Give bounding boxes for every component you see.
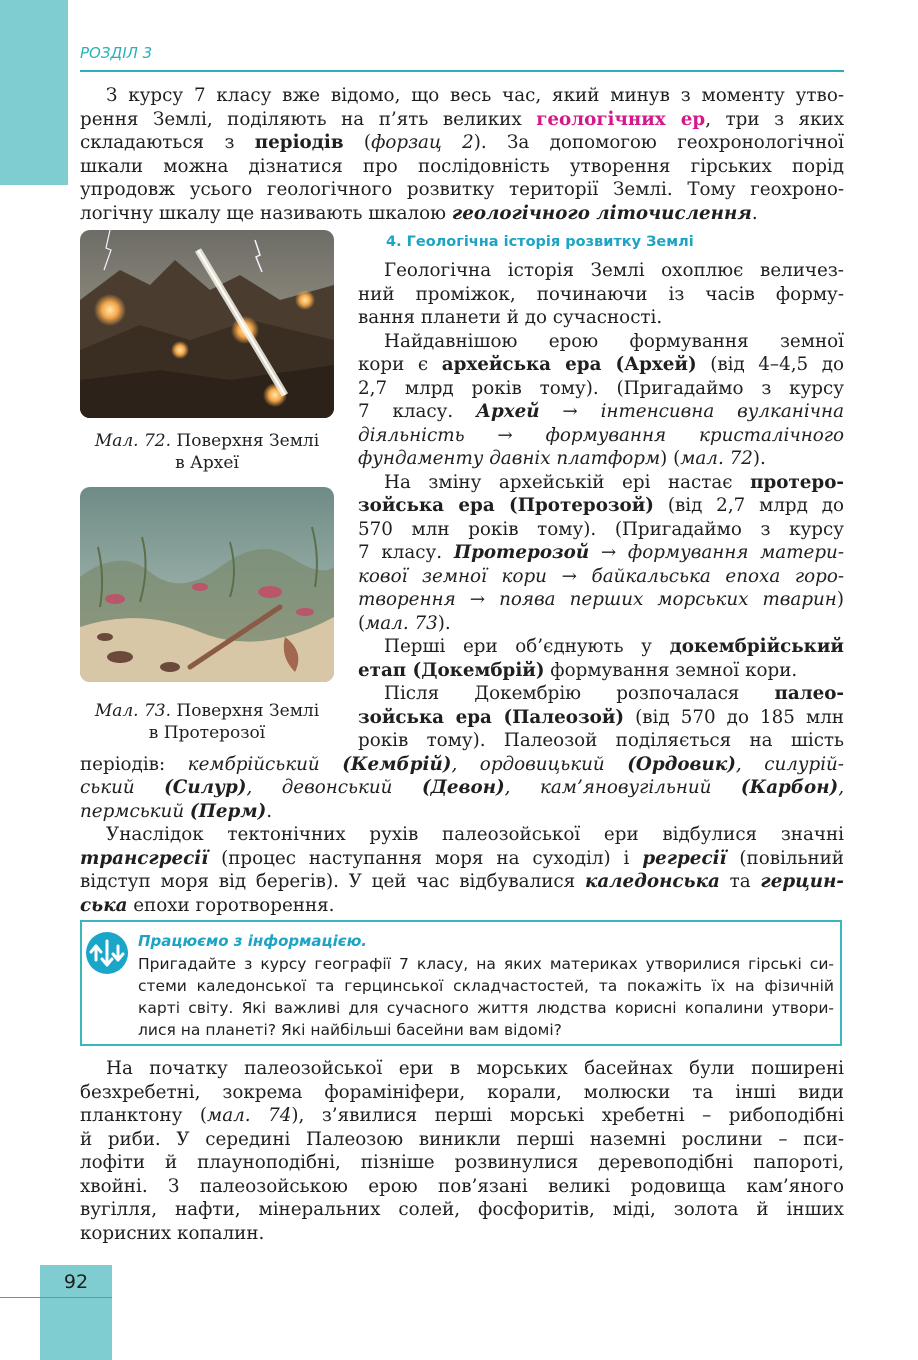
info-box-line: Пригадайте з курсу географії 7 класу, на яких материках утворилися гірські си-	[138, 955, 834, 973]
text-line: складаються з періодів (форзац 2). За допомогою геохронологічної	[80, 132, 844, 153]
header-rule	[80, 70, 844, 72]
text-line: 7 класу. Архей → інтенсивна вулканічна	[358, 401, 844, 422]
text-line: рення Землі, поділяють на п’ять великих геологічних ер, три з яких	[80, 108, 845, 130]
figure-72-caption: Мал. 72. Поверхня Землі в Археї	[94, 431, 320, 473]
text-line: вання планети й до сучасності.	[358, 307, 663, 328]
text-line: творення → поява перших морських тварин)	[358, 589, 844, 610]
text-line: (мал. 73).	[358, 612, 451, 634]
text-line: упродовж усього геологічного розвитку території Землі. Тому геохроно-	[80, 179, 844, 200]
text-line: Геологічна історія Землі охоплює величез-	[384, 260, 844, 281]
text-line: корисних копалин.	[80, 1222, 265, 1244]
text-line: років тому). Палеозой поділяється на шість	[358, 730, 844, 751]
page-number-rule	[0, 1297, 112, 1298]
up-down-arrows-icon	[86, 932, 128, 974]
section-label: РОЗДІЛ 3	[80, 44, 153, 62]
text-line: На зміну архейській ері настає протеро-	[384, 471, 844, 493]
info-box-line: стеми каледонської та герцинської складчастостей, та покажіть їх на фізичній	[138, 977, 834, 995]
text-line: 2,7 млрд років тому). (Пригадаймо з курсу	[358, 377, 844, 399]
info-box-line: карті світу. Які важливі для сучасного життя людства корисні копалини утвори-	[138, 999, 834, 1017]
text-line: зойська ера (Палеозой) (від 570 до 185 млн	[358, 706, 844, 728]
text-line: ська епохи горотворення.	[80, 894, 335, 916]
text-line: Перші ери об’єднують у докембрійський	[384, 636, 844, 657]
text-line: й риби. У середині Палеозою виникли перші наземні рослини – пси-	[80, 1128, 844, 1150]
text-line: пермський (Перм).	[80, 800, 273, 822]
text-line: лофіти й плауноподібні, пізніше розвинулися деревоподібні папороті,	[80, 1152, 844, 1173]
text-line: ний проміжок, починаючи із часів форму-	[358, 283, 844, 305]
proterozoic-surface-illustration	[80, 487, 334, 682]
info-box-title: Працюємо з інформацією.	[138, 932, 367, 950]
section-heading: 4. Геологічна історія розвитку Землі	[386, 234, 694, 250]
text-line: трансгресії (процес наступання моря на суходіл) і регресії (повільний	[80, 847, 844, 869]
text-line: вугілля, нафти, мінеральних солей, фосфоритів, міді, золота й інших	[80, 1199, 844, 1220]
text-line: етап (Докембрій) формування земної кори.	[358, 659, 798, 681]
text-line: безхребетні, зокрема форамініфери, корали, молюски та інші види	[80, 1081, 844, 1103]
text-line: відступ моря від берегів). У цей час відбувалися каледонська та герцин-	[80, 871, 845, 892]
text-line: фундаменту давніх платформ) (мал. 72).	[358, 448, 766, 469]
text-line: діяльність → формування кристалічного	[358, 424, 844, 446]
text-line: 7 класу. Протерозой → формування матери-	[358, 542, 845, 563]
text-line: хвойні. З палеозойською ерою пов’язані великі родовища кам’яного	[80, 1175, 844, 1197]
text-line: ський (Силур), девонський (Девон), кам’яновугільний (Карбон),	[80, 777, 845, 798]
figure-73-caption: Мал. 73. Поверхня Землі в Протерозої	[94, 701, 320, 743]
text-line: На початку палеозойської ери в морських басейнах були поширені	[106, 1058, 844, 1079]
text-line: 570 млн років тому). (Пригадаймо з курсу	[358, 518, 844, 540]
side-tab-top	[0, 0, 68, 185]
page-number: 92	[63, 1271, 89, 1293]
archean-surface-illustration	[80, 230, 334, 418]
text-line: Найдавнішою ерою формування земної	[384, 330, 844, 352]
text-line: кори є архейська ера (Архей) (від 4–4,5 до	[358, 354, 844, 375]
text-line: Унаслідок тектонічних рухів палеозойської ери відбулися значні	[106, 824, 844, 845]
keyword-geological-eras: геологічних ер	[536, 108, 706, 130]
text-line: шкали можна дізнатися про послідовність утворення гірських порід	[80, 155, 844, 177]
text-line: кової земної кори → байкальська епоха горо-	[358, 565, 844, 587]
text-line: планктону (мал. 74), з’явилися перші морські хребетні – рибоподібні	[80, 1105, 844, 1126]
text-line: Після Докембрію розпочалася палео-	[384, 683, 844, 704]
info-box-line: лися на планеті? Які найбільші басейни вам відомі?	[138, 1021, 562, 1039]
text-line: З курсу 7 класу вже відомо, що весь час, який минув з моменту утво-	[106, 85, 844, 106]
text-line: логічну шкалу ще називають шкалою геологічного літочислення.	[80, 202, 758, 224]
text-line: зойська ера (Протерозой) (від 2,7 млрд до	[358, 495, 845, 516]
text-line: періодів: кембрійський (Кембрій), ордовицький (Ордовик), силурій-	[80, 753, 844, 775]
